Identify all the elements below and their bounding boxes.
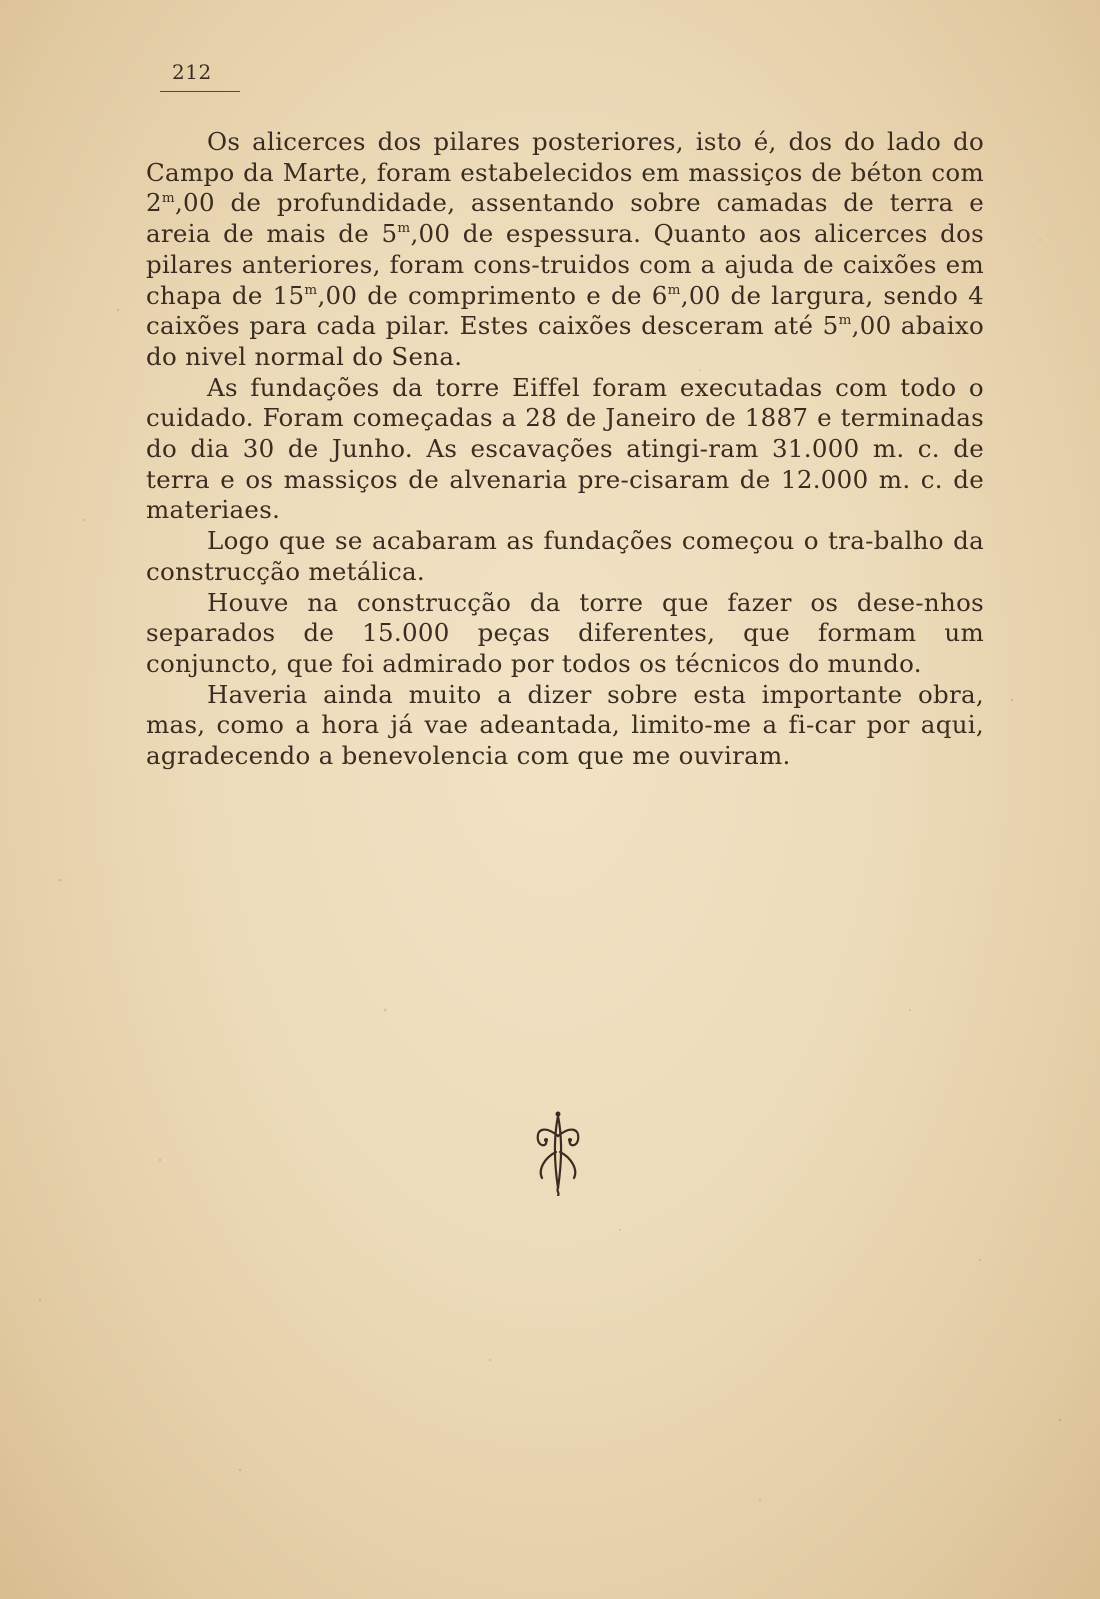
paragraph xyxy=(146,127,984,373)
paragraph xyxy=(146,680,984,772)
text-run: As fundações da torre Eiffel foram executadas com todo o cuidado. Foram começadas a 28 de Janeiro de 1887 e terminadas do dia 30 de Junho. As escavações atingi-ram 31.000 m. c. de terra e os massiços de alvenaria pre-cisaram de 12.000 m. c. de materiaes. xyxy=(146,372,984,525)
superscript-unit: m xyxy=(161,189,175,206)
paragraph xyxy=(146,588,984,680)
text-run: ,00 abaixo do nivel normal do Sena. xyxy=(146,311,984,371)
floral-ornament-icon xyxy=(528,1106,588,1196)
text-run: ,00 de largura, sendo 4 caixões para cada pilar. Estes caixões desceram até 5 xyxy=(146,280,984,341)
header-rule xyxy=(160,91,240,92)
text-run: Logo que se acabaram as fundações começou o tra-balho da construcção metálica. xyxy=(146,526,984,586)
superscript-unit: m xyxy=(838,312,852,329)
superscript-unit: m xyxy=(667,281,681,298)
paragraph xyxy=(146,373,984,527)
superscript-unit: m xyxy=(304,281,318,298)
text-run: Haveria ainda muito a dizer sobre esta importante obra, mas, como a hora já vae adeantada, limito-me a fi-car por aqui, agradecendo a benevolencia com que me ouviram. xyxy=(146,679,984,771)
text-run: Houve na construcção da torre que fazer os dese-nhos separados de 15.000 peças diferentes, que formam um conjuncto, que foi admirado por todos os técnicos do mundo. xyxy=(146,587,984,678)
page-number: 212 xyxy=(172,60,212,84)
text-run: ,00 de profundidade, assentando sobre camadas de terra e areia de mais de 5 xyxy=(146,188,984,249)
body-text xyxy=(146,127,984,772)
superscript-unit: m xyxy=(397,220,411,237)
text-run: ,00 de espessura. Quanto aos alicerces dos pilares anteriores, foram cons-truidos com a ajuda de caixões em chapa de 15 xyxy=(146,219,984,310)
text-run: Os alicerces dos pilares posteriores, isto é, dos do lado do Campo da Marte, foram estabelecidos em massiços de béton com 2 xyxy=(146,127,984,218)
text-run: ,00 de comprimento e de 6 xyxy=(317,280,668,310)
paragraph xyxy=(146,526,984,587)
